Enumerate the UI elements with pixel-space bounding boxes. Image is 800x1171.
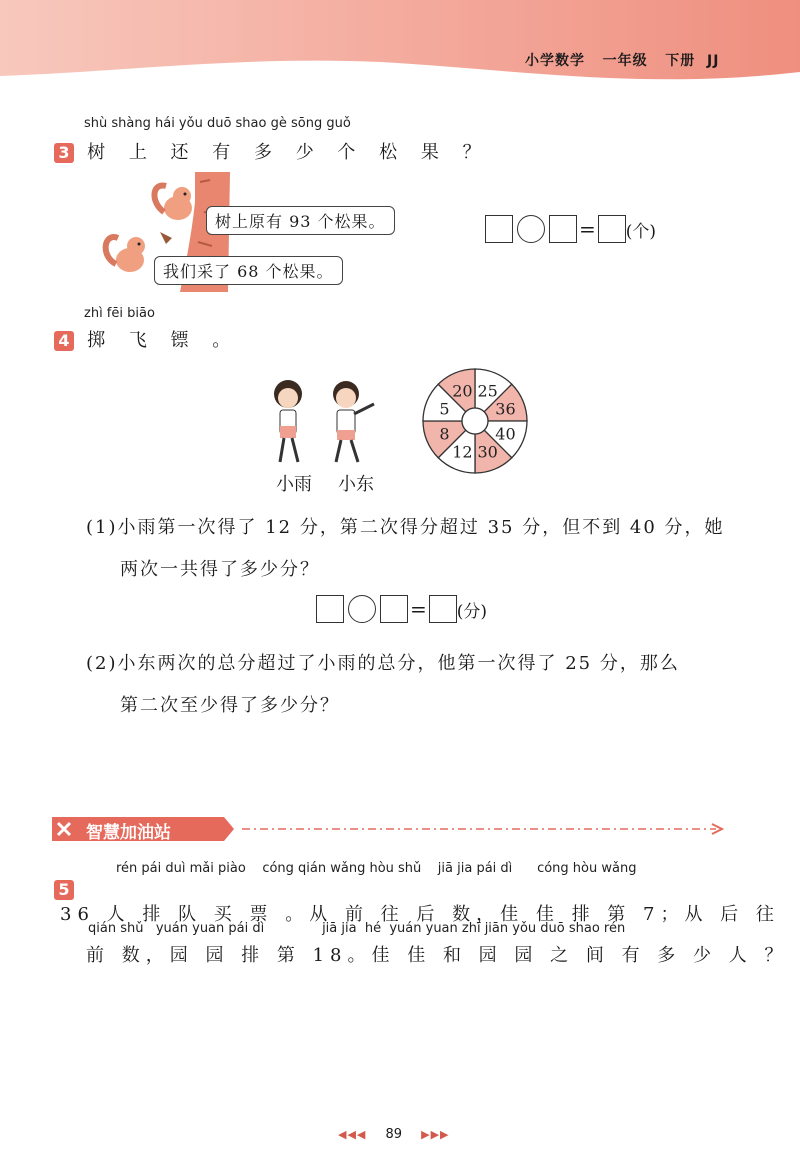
boy-name-label: 小东 bbox=[338, 474, 374, 495]
q4-part1-line1: (1)小雨第一次得了 12 分，第二次得分超过 35 分，但不到 40 分，她 bbox=[86, 517, 725, 538]
q4-part1-line2: 两次一共得了多少分？ bbox=[120, 559, 320, 580]
q3-answer-box-2[interactable] bbox=[549, 215, 577, 243]
q4-answer-box-2[interactable] bbox=[380, 595, 408, 623]
q4-number: 4 bbox=[54, 331, 74, 351]
dartboard-segment-label: 20 bbox=[452, 381, 473, 401]
q3-title: 树 上 还 有 多 少 个 松 果 ？ bbox=[87, 142, 490, 163]
dartboard-segment-label: 5 bbox=[439, 399, 450, 419]
girl-name-label: 小雨 bbox=[276, 474, 312, 495]
q3-heading bbox=[54, 138, 490, 164]
q3-answer-box-1[interactable] bbox=[485, 215, 513, 243]
page-number: 89 bbox=[385, 1127, 403, 1142]
dartboard-segment-label: 25 bbox=[477, 381, 498, 401]
q5-line2: 前 数，园 园 排 第 18。佳 佳 和 园 园 之 间 有 多 少 人 ？ bbox=[86, 945, 789, 966]
q3-bubble-picked: 我们采了 68 个松果。 bbox=[154, 256, 343, 285]
dartboard-segment-label: 12 bbox=[452, 442, 473, 462]
q4-title: 掷 飞 镖 。 bbox=[87, 330, 240, 351]
kids-illustration bbox=[262, 374, 402, 470]
q4-part2-line1: (2)小东两次的总分超过了小雨的总分，他第一次得了 25 分，那么 bbox=[86, 653, 680, 674]
q3-equals: = bbox=[579, 217, 596, 241]
q5-line1: 36 人 排 队 买 票 。从 前 往 后 数，佳 佳 排 第 7；从 后 往 bbox=[60, 904, 780, 925]
header-edition: JJ bbox=[707, 53, 720, 69]
q4-answer-box-result[interactable] bbox=[429, 595, 457, 623]
header-subject: 小学数学 bbox=[525, 53, 585, 69]
q4-pinyin: zhì fēi biāo bbox=[84, 306, 155, 321]
q3-number: 3 bbox=[54, 143, 74, 163]
dartboard-segment-label: 40 bbox=[495, 424, 516, 444]
q3-unit: (个) bbox=[625, 221, 657, 242]
q4-part2-line2: 第二次至少得了多少分？ bbox=[120, 695, 340, 716]
dartboard-segment-label: 30 bbox=[477, 442, 498, 462]
prev-arrows-icon: ◀◀◀ bbox=[338, 1128, 367, 1141]
q4-equals: = bbox=[410, 597, 427, 621]
q5-number: 5 bbox=[54, 880, 74, 900]
q3-answer-box-result[interactable] bbox=[598, 215, 626, 243]
header-text bbox=[525, 50, 719, 70]
q3-operator-circle[interactable] bbox=[517, 215, 545, 243]
q3-bubble-original: 树上原有 93 个松果。 bbox=[206, 206, 395, 235]
header-grade: 一年级 bbox=[602, 53, 648, 69]
q4-answer-box-1[interactable] bbox=[316, 595, 344, 623]
q5-pinyin-line1: rén pái duì mǎi piào cóng qián wǎng hòu shǔ jiā jia pái dì cóng hòu wǎng bbox=[116, 861, 637, 876]
q5-heading bbox=[54, 880, 800, 926]
q4-unit: (分) bbox=[456, 601, 488, 622]
q3-pinyin: shù shàng hái yǒu duō shao gè sōng guǒ bbox=[84, 116, 351, 131]
q5-pinyin-line2: qián shǔ yuán yuan pái dì jiā jia hé yuán yuan zhī jiān yǒu duō shao rén bbox=[88, 921, 626, 936]
footer bbox=[338, 1123, 450, 1142]
header-volume: 下册 bbox=[665, 53, 696, 69]
q4-heading bbox=[54, 326, 239, 352]
dartboard-segment-label: 8 bbox=[439, 424, 450, 444]
banner-title: 智慧加油站 bbox=[86, 823, 171, 843]
q4-operator-circle[interactable] bbox=[348, 595, 376, 623]
dartboard-bullseye bbox=[462, 408, 488, 434]
q4-equation bbox=[316, 595, 487, 623]
q3-equation bbox=[485, 215, 656, 243]
next-arrows-icon: ▶▶▶ bbox=[421, 1128, 450, 1141]
dartboard-segment-label: 36 bbox=[495, 399, 516, 419]
dartboard bbox=[420, 366, 530, 476]
